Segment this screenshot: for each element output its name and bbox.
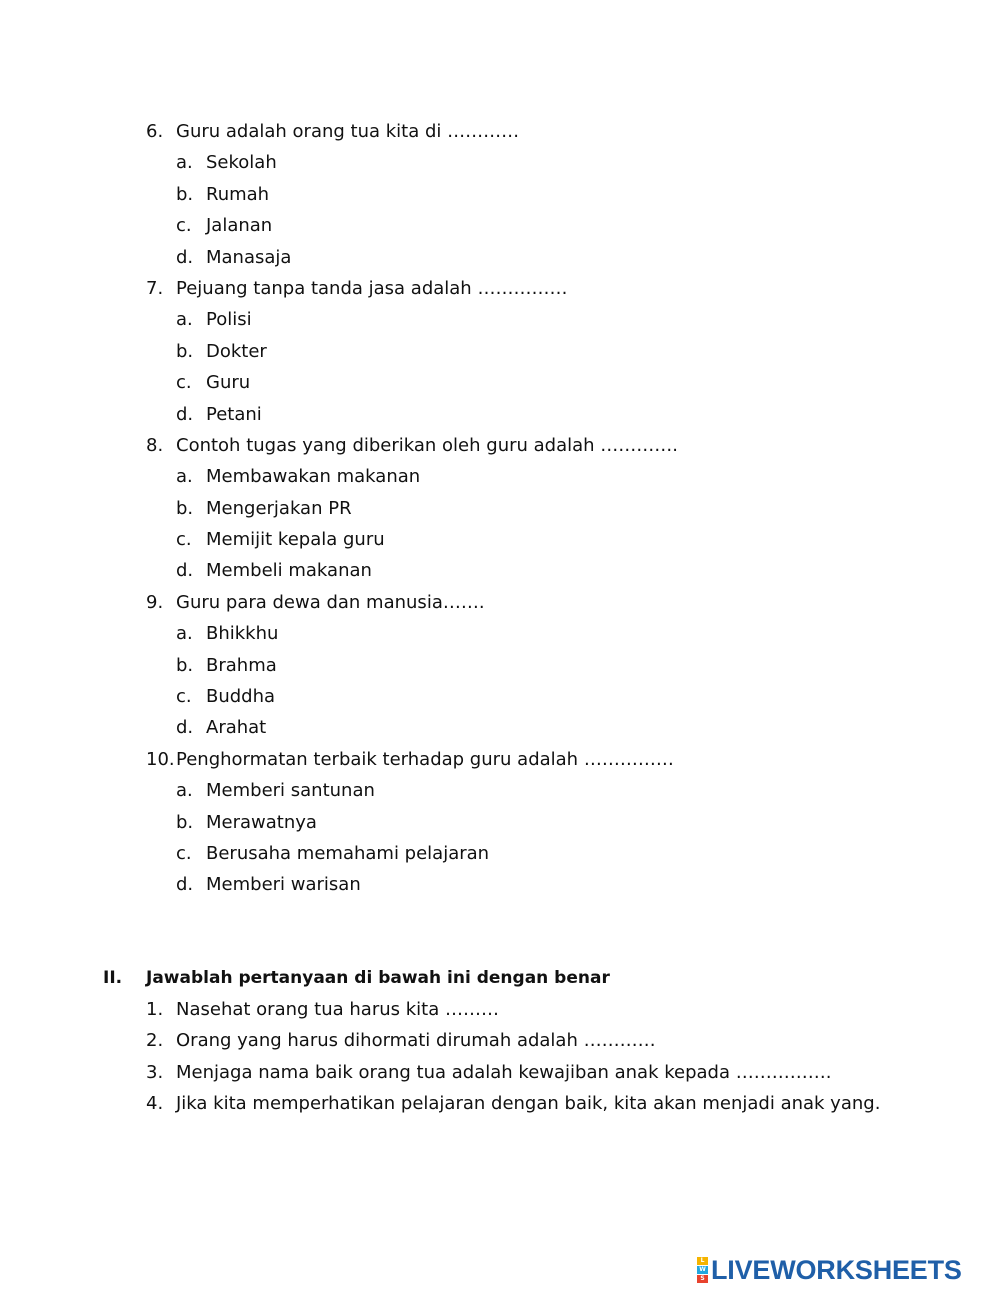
question-number: 10. [146, 748, 175, 770]
question-6 [146, 116, 926, 147]
option-letter: d. [176, 403, 194, 425]
option-6c[interactable] [146, 210, 926, 241]
option-text: Memberi warisan [206, 874, 361, 896]
option-9d[interactable] [146, 712, 926, 743]
option-letter: b. [176, 183, 194, 205]
option-8b[interactable] [146, 493, 926, 524]
section-heading [103, 962, 923, 994]
option-10c[interactable] [146, 838, 926, 869]
question-number: 9. [146, 591, 164, 613]
option-letter: c. [176, 215, 192, 237]
option-letter: d. [176, 874, 194, 896]
option-6a[interactable] [146, 147, 926, 178]
multiple-choice-questions [146, 116, 926, 901]
option-6d[interactable] [146, 242, 926, 273]
option-9b[interactable] [146, 650, 926, 681]
question-text: Nasehat orang tua harus kita ……… [176, 999, 499, 1020]
option-text: Membawakan makanan [206, 466, 421, 488]
option-letter: c. [176, 372, 192, 394]
question-10 [146, 744, 926, 775]
question-text: Contoh tugas yang diberikan oleh guru adalah …………. [176, 434, 678, 456]
option-text: Arahat [206, 717, 267, 739]
option-9a[interactable] [146, 618, 926, 649]
essay-question-4[interactable] [146, 1088, 923, 1119]
essay-question-3[interactable] [146, 1057, 923, 1088]
option-text: Guru [206, 372, 251, 394]
question-8 [146, 430, 926, 461]
liveworksheets-logo[interactable] [697, 1255, 962, 1285]
option-letter: c. [176, 842, 192, 864]
option-text: Manasaja [206, 246, 292, 268]
question-number: 4. [146, 1093, 164, 1115]
option-10a[interactable] [146, 775, 926, 806]
option-text: Dokter [206, 340, 267, 362]
option-text: Mengerjakan PR [206, 497, 352, 519]
option-letter: a. [176, 152, 193, 174]
question-number: 3. [146, 1061, 164, 1083]
option-letter: a. [176, 309, 193, 331]
question-text: Jika kita memperhatikan pelajaran dengan baik, kita akan menjadi anak yang. [176, 1093, 881, 1115]
question-number: 2. [146, 1030, 164, 1052]
option-letter: a. [176, 623, 193, 645]
logo-text: LIVEWORKSHEETS [711, 1254, 962, 1285]
option-text: Berusaha memahami pelajaran [206, 842, 490, 864]
logo-block-blue: W [697, 1266, 708, 1274]
option-text: Petani [206, 403, 262, 425]
question-text: Guru para dewa dan manusia……. [176, 591, 485, 613]
option-letter: c. [176, 686, 192, 708]
essay-question-1[interactable] [146, 994, 923, 1025]
option-letter: b. [176, 340, 194, 362]
option-letter: b. [176, 497, 194, 519]
option-letter: a. [176, 780, 193, 802]
option-text: Memijit kepala guru [206, 529, 385, 551]
option-6b[interactable] [146, 179, 926, 210]
question-9 [146, 587, 926, 618]
essay-question-2[interactable] [146, 1025, 923, 1056]
question-text: Menjaga nama baik orang tua adalah kewajiban anak kepada ……………. [176, 1061, 832, 1083]
option-text: Membeli makanan [206, 560, 372, 582]
option-9c[interactable] [146, 681, 926, 712]
question-text: Guru adalah orang tua kita di ………… [176, 121, 520, 142]
question-number: 7. [146, 277, 164, 299]
option-10b[interactable] [146, 807, 926, 838]
question-7 [146, 273, 926, 304]
option-7b[interactable] [146, 336, 926, 367]
question-text: Penghormatan terbaik terhadap guru adalah …………… [176, 748, 674, 770]
option-text: Sekolah [206, 152, 277, 174]
option-text: Brahma [206, 654, 277, 676]
option-text: Rumah [206, 183, 270, 205]
logo-block-yellow: L [697, 1257, 708, 1265]
option-7a[interactable] [146, 304, 926, 335]
question-text: Orang yang harus dihormati dirumah adalah ………… [176, 1030, 656, 1052]
question-text: Pejuang tanpa tanda jasa adalah …………… [176, 277, 568, 299]
option-letter: b. [176, 811, 194, 833]
option-text: Memberi santunan [206, 780, 375, 802]
option-letter: d. [176, 246, 194, 268]
option-8a[interactable] [146, 461, 926, 492]
option-text: Bhikkhu [206, 623, 279, 645]
option-text: Merawatnya [206, 811, 317, 833]
option-letter: d. [176, 560, 194, 582]
option-text: Buddha [206, 686, 276, 708]
option-letter: c. [176, 529, 192, 551]
question-number: 6. [146, 121, 164, 142]
option-letter: d. [176, 717, 194, 739]
option-10d[interactable] [146, 869, 926, 900]
option-8c[interactable] [146, 524, 926, 555]
logo-icon [697, 1257, 708, 1283]
essay-section [103, 962, 923, 1120]
option-text: Jalanan [206, 215, 273, 237]
option-letter: a. [176, 466, 193, 488]
essay-question-list [103, 994, 923, 1120]
option-text: Polisi [206, 309, 252, 331]
section-title: Jawablah pertanyaan di bawah ini dengan benar [146, 968, 610, 988]
logo-block-red: S [697, 1275, 708, 1283]
question-number: 8. [146, 434, 164, 456]
option-7d[interactable] [146, 399, 926, 430]
question-number: 1. [146, 999, 164, 1020]
section-number: II. [103, 968, 123, 988]
option-7c[interactable] [146, 367, 926, 398]
option-8d[interactable] [146, 555, 926, 586]
option-letter: b. [176, 654, 194, 676]
